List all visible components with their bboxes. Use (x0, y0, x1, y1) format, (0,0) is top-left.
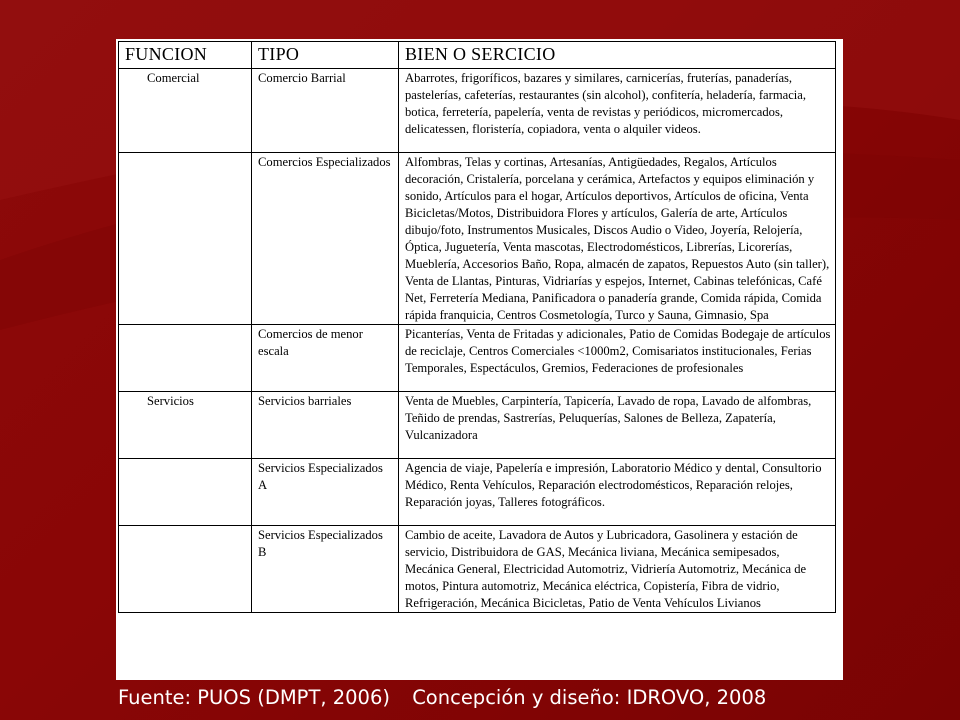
cell-bien-servicio (399, 325, 836, 392)
header-tipo: TIPO (252, 42, 399, 69)
cell-funcion: Comercial (119, 69, 252, 153)
table-row (119, 69, 836, 153)
cell-bien-servicio: Cambio de aceite, Lavadora de Autos y Lubricadora, Gasolinera y estación de servicio, Distribuidora de GAS, Mecánica liviana, Mecánica semipesados, Mecánica General, Electricidad Automotriz, Vidriería Automotriz, Mecánica de motos, Pintura automotriz, Mecánica eléctrica, Copistería, Fibra de vidrio, Refrigeración, Mecánica Bicicletas, Patio de Venta Vehículos Livianos (399, 526, 836, 613)
table-header-row (119, 42, 836, 69)
footer-source: Fuente: PUOS (DMPT, 2006) (118, 686, 390, 709)
cell-tipo: Comercio Barrial (252, 69, 399, 153)
spacer (405, 444, 831, 458)
table-row (119, 153, 836, 325)
cell-funcion (119, 153, 252, 325)
cell-tipo: Servicios Especializados B (252, 526, 399, 613)
table-row (119, 459, 836, 526)
cell-funcion (119, 526, 252, 613)
cell-funcion: Servicios (119, 392, 252, 459)
table-row (119, 526, 836, 613)
cell-text: Venta de Muebles, Carpintería, Tapicería, Lavado de ropa, Lavado de alfombras, Teñido de prendas, Sastrerías, Peluquerías, Salones de Belleza, Zapatería, Vulcanizadora (405, 394, 812, 442)
cell-bien-servicio (399, 392, 836, 459)
cell-tipo: Comercios Especializados (252, 153, 399, 325)
footer-credit: Concepción y diseño: IDROVO, 2008 (412, 686, 767, 709)
spacer (405, 138, 831, 152)
cell-tipo: Servicios Especializados A (252, 459, 399, 526)
cell-tipo: Servicios barriales (252, 392, 399, 459)
cell-text: Abarrotes, frigoríficos, bazares y similares, carnicerías, fruterías, panaderías, pastelerías, cafeterías, restaurantes (sin alcohol), confitería, heladería, farmacia, botica, ferretería, papelería, venta de revistas y periódicos, micromercados, delicatessen, floristería, copiadora, venta o alquiler videos. (405, 71, 807, 136)
header-bien-servicio: BIEN O SERCICIO (399, 42, 836, 69)
header-funcion: FUNCION (119, 42, 252, 69)
cell-text: Agencia de viaje, Papelería e impresión, Laboratorio Médico y dental, Consultorio Médico, Renta Vehículos, Reparación electrodomésticos, Reparación relojes, Reparación joyas, Talleres fotográficos. (405, 461, 822, 509)
cell-bien-servicio: Alfombras, Telas y cortinas, Artesanías, Antigüedades, Regalos, Artículos decoración, Cristalería, porcelana y cerámica, Artefactos y equipos eliminación y sonido, Artículos para el hogar, Artículos deportivos, Artículos de oficina, Venta Bicicletas/Motos, Distribuidora Flores y artículos, Galería de arte, Artículos dibujo/foto, Instrumentos Musicales, Discos Audio o Video, Joyería, Relojería, Óptica, Juguetería, Venta mascotas, Electrodomésticos, Librerías, Licorerías, Mueblería, Accesorios Baño, Ropa, almacén de zapatos, Repuestos Auto (sin taller), Venta de Llantas, Pinturas, Vidriarías y espejos, Internet, Cabinas telefónicas, Café Net, Ferretería Mediana, Panificadora o panadería grande, Comida rápida, Comida rápida franquicia, Centros Cosmetología, Turco y Sauna, Gimnasio, Spa (399, 153, 836, 325)
slide-footer (118, 686, 918, 709)
cell-funcion (119, 459, 252, 526)
cell-text: Picanterías, Venta de Fritadas y adicionales, Patio de Comidas Bodegaje de artículos de reciclaje, Centros Comerciales <1000m2, Comisariatos institucionales, Ferias Temporales, Espectáculos, Gremios, Federaciones de profesionales (405, 327, 831, 375)
spacer (405, 377, 831, 391)
function-table-container (116, 39, 843, 680)
spacer (405, 511, 831, 525)
cell-tipo: Comercios de menor escala (252, 325, 399, 392)
function-table (118, 41, 836, 613)
table-row (119, 325, 836, 392)
cell-funcion (119, 325, 252, 392)
cell-bien-servicio (399, 459, 836, 526)
cell-bien-servicio (399, 69, 836, 153)
table-row (119, 392, 836, 459)
